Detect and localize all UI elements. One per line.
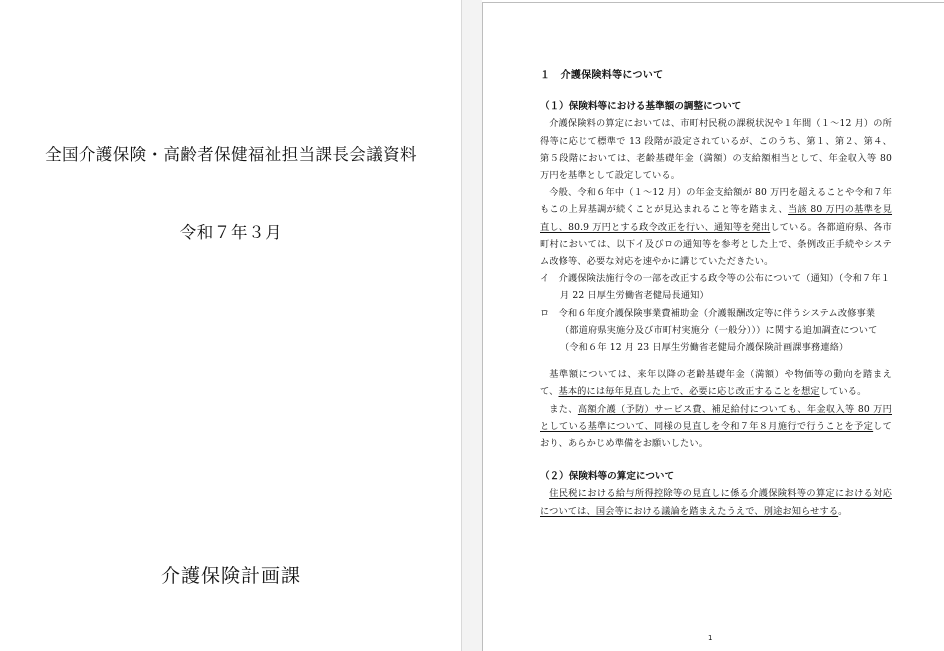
paragraph-2-text-b: している。各都道府県、各市町村においては、以下イ及びロの通知等を参考とした上で、条例改正手続やシステム改修等、必要な対応を速やかに講じていただきたい。 <box>540 221 892 268</box>
paragraph-2-underlined: 当該 80 万円の基準を見直し、80.9 万円とする政令改正を行い、通知等を発出 <box>540 204 893 233</box>
section1-heading: （１）保険料等における基準額の調整について <box>540 101 742 113</box>
section1-paragraph-2 <box>540 184 892 270</box>
section1-paragraph-3 <box>540 366 892 400</box>
paragraph-2-text-a: 今般、令和６年中（１～12 月）の年金支給額が 80 万円を超えることや令和７年もこの上昇基調が続くことが見込まれること等を踏まえ、 <box>540 187 892 216</box>
notice-item-ro: ロ 令和６年度介護保険事業費補助金（介護報酬改定等に伴うシステム改修事業（都道府県実施分及び市町村実施分（一般分）））に関する追加調査について <box>540 307 878 336</box>
paragraph-3-text-b: している。 <box>819 386 867 398</box>
section1-paragraph-4 <box>540 401 892 453</box>
cover-title: 全国介護保険・高齢者保健福祉担当課長会議資料 <box>45 145 417 164</box>
spacer <box>540 452 892 468</box>
section2-underlined: 住民税における給与所得控除等の見直しに係る介護保険料等の算定における対応については、国会等における議論を踏まえたうえで、別途お知らせする <box>540 488 892 517</box>
spacer <box>540 356 892 366</box>
paragraph-4-underlined: 高額介護（予防）サービス費、補足給付についても、年金収入等 80 万円としている基準について、同様の見直しを令和７年８月施行で行うことを予定 <box>540 403 892 432</box>
section2-period: 。 <box>838 505 848 517</box>
paragraph-3-underlined: 基本的には毎年見直した上で、必要に応じ改正することを想定 <box>558 386 820 398</box>
paragraph-4-text-a: また、 <box>549 403 578 415</box>
cover-date: 令和７年３月 <box>179 223 283 242</box>
section2-paragraph <box>540 485 892 519</box>
notice-item-i: イ 介護保険法施行令の一部を改正する政令等の公布について（通知）（令和７年１月 22 日厚生労働省老健局長通知） <box>540 273 891 302</box>
page-number: 1 <box>708 634 713 642</box>
cover-page <box>0 0 462 651</box>
section2-heading: （２）保険料等の算定について <box>540 471 675 483</box>
cover-department: 介護保険計画課 <box>160 565 301 587</box>
paragraph-4-text-b: しており、あらかじめ準備をお願いしたい。 <box>540 420 892 450</box>
section1-paragraph-1: 介護保険料の算定においては、市町村民税の課税状況や１年間（１～12 月）の所得等に応じて標準で 13 段階が設定されているが、このうち、第１、第２、第４、第５段階においては、老齢基礎年金（満額）の支給額相当として、年金収入等 80 万円を基準として設定している。 <box>540 118 892 182</box>
document-body <box>540 67 892 520</box>
page-gap <box>462 0 482 651</box>
main-heading: １ 介護保険料等について <box>540 70 664 81</box>
paragraph-3-text-a: 基準額については、来年以降の老齢基礎年金（満額）や物価等の動向を踏まえて、 <box>540 369 892 398</box>
notice-item-ro-note: （令和６年 12 月 23 日厚生労働省老健局介護保険計画課事務連絡） <box>560 342 849 354</box>
